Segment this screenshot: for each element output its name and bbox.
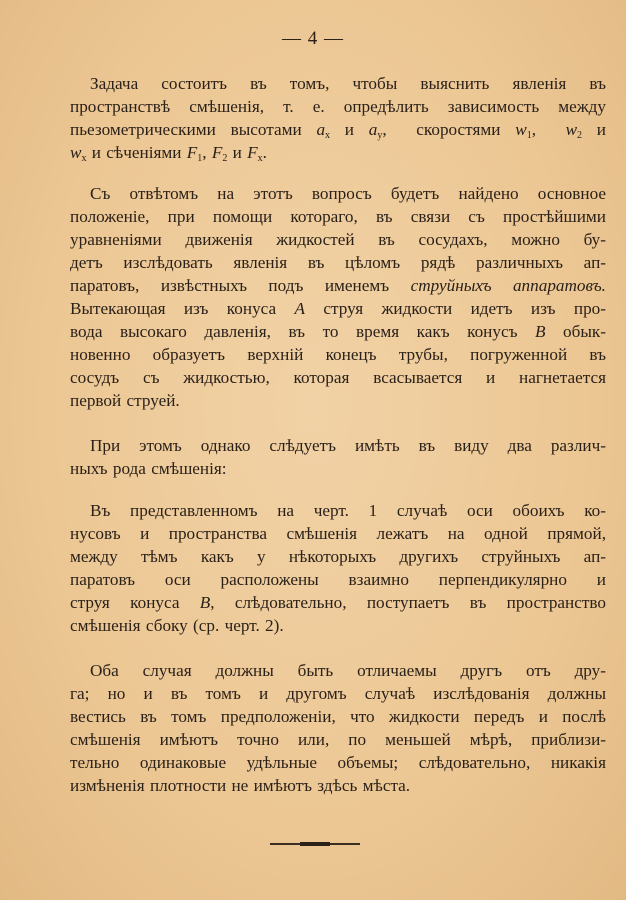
subscript: y	[377, 130, 383, 141]
subscript: 2	[222, 153, 228, 164]
subscript: 2	[577, 130, 583, 141]
text-segment: тельно одинаковые удѣльные объемы; слѣдовательно, никакія	[70, 753, 606, 772]
italic-text: струйныхъ аппаратовъ.	[410, 276, 606, 295]
text-line	[70, 297, 606, 320]
text-segment: сосудъ съ жидкостью, которая всасывается и нагнетается	[70, 368, 606, 387]
subscript: x	[257, 153, 263, 164]
text-segment: вестись въ томъ предположеніи, что жидкости передъ и послѣ	[70, 707, 606, 726]
text-line	[70, 205, 606, 228]
paragraph-2	[70, 182, 606, 412]
text-segment: положеніе, при помощи котораго, въ связи съ простѣйшими	[70, 207, 606, 226]
text-segment: уравненіями движенія жидкостей въ сосудахъ, можно бу-	[70, 230, 606, 249]
text-segment: Въ представленномъ на черт. 1 случаѣ оси обоихъ ко-	[90, 501, 606, 520]
text-line	[70, 728, 606, 751]
text-line	[70, 705, 606, 728]
text-line	[70, 320, 606, 343]
text-segment: вода высокаго давленія, въ то время какъ конусъ	[70, 322, 536, 341]
paragraph-4	[70, 499, 606, 637]
text-line	[70, 389, 606, 412]
italic-text: a	[368, 120, 378, 139]
italic-text: B	[199, 593, 211, 612]
text-segment: первой струей.	[70, 391, 180, 410]
text-line	[70, 457, 606, 480]
text-segment: ,	[531, 120, 566, 139]
text-line	[70, 774, 606, 797]
italic-text: a	[316, 120, 326, 139]
text-segment: При этомъ однако слѣдуетъ имѣть въ виду два различ-	[90, 436, 606, 455]
text-line	[70, 274, 606, 297]
subscript: 1	[197, 153, 203, 164]
text-segment: смѣшенія имѣютъ точно или, по меньшей мѣрѣ, приблизи-	[70, 730, 606, 749]
text-segment: Оба случая должны быть отличаемы другъ отъ дру-	[90, 661, 606, 680]
text-line	[70, 228, 606, 251]
end-ornament-rule	[270, 843, 360, 845]
text-segment: паратовъ оси расположены взаимно перпендикулярно и	[70, 570, 606, 589]
text-segment: и	[582, 120, 607, 139]
subscript: x	[325, 130, 331, 141]
text-segment: ,	[202, 143, 212, 162]
text-line	[70, 182, 606, 205]
text-segment: , слѣдовательно, поступаетъ въ пространство	[210, 593, 606, 612]
italic-text: B	[535, 322, 546, 341]
text-line	[70, 499, 606, 522]
text-segment: струя жидкости идетъ изъ про-	[305, 299, 606, 318]
text-segment: обык-	[545, 322, 606, 341]
text-segment: пьезометрическими высотами	[70, 120, 317, 139]
text-segment: Задача состоитъ въ томъ, чтобы выяснить явленія въ	[90, 74, 606, 93]
italic-text: F	[186, 143, 198, 162]
text-line	[70, 434, 606, 457]
text-segment: новенно образуетъ верхній конецъ трубы, погруженной въ	[70, 345, 606, 364]
text-line	[70, 614, 606, 637]
text-segment: детъ изслѣдовать явленія въ цѣломъ рядѣ различныхъ ап-	[70, 253, 606, 272]
text-segment: Вытекающая изъ конуса	[70, 299, 295, 318]
page-number: — 4 —	[282, 28, 344, 49]
text-line	[70, 545, 606, 568]
text-segment: и	[227, 143, 248, 162]
italic-text: w	[515, 120, 527, 139]
text-segment: между тѣмъ какъ у нѣкоторыхъ другихъ струйныхъ ап-	[70, 547, 606, 566]
text-line	[70, 141, 606, 164]
text-line	[70, 72, 606, 95]
italic-text: F	[247, 143, 258, 162]
subscript: 1	[526, 130, 532, 141]
text-segment: Съ отвѣтомъ на этотъ вопросъ будетъ найдено основное	[90, 184, 606, 203]
text-line	[70, 682, 606, 705]
text-line	[70, 568, 606, 591]
paragraph-3	[70, 434, 606, 480]
text-line	[70, 751, 606, 774]
text-line	[70, 95, 606, 118]
text-segment: га; но и въ томъ и другомъ случаѣ изслѣдованія должны	[70, 684, 606, 703]
text-segment: , скоростями	[382, 120, 516, 139]
text-segment: смѣшенія сбоку (ср. черт. 2).	[70, 616, 284, 635]
italic-text: w	[70, 143, 82, 162]
italic-text: w	[565, 120, 578, 139]
text-segment: паратовъ, извѣстныхъ подъ именемъ	[70, 276, 411, 295]
text-line	[70, 522, 606, 545]
paragraph-1	[70, 72, 606, 164]
text-line	[70, 251, 606, 274]
paragraph-5	[70, 659, 606, 797]
italic-text: A	[294, 299, 306, 318]
subscript: x	[81, 153, 87, 164]
text-segment: пространствѣ смѣшенія, т. е. опредѣлить зависимость между	[70, 97, 606, 116]
text-segment: ныхъ рода смѣшенія:	[70, 459, 227, 478]
text-segment: .	[262, 143, 267, 162]
text-segment: измѣненія плотности не имѣютъ здѣсь мѣста.	[70, 776, 411, 795]
text-line	[70, 118, 606, 141]
text-line	[70, 591, 606, 614]
text-segment: струя конуса	[70, 593, 200, 612]
text-line	[70, 659, 606, 682]
text-segment: и сѣченіями	[86, 143, 187, 162]
text-line	[70, 343, 606, 366]
text-segment: и	[330, 120, 369, 139]
text-line	[70, 366, 606, 389]
text-segment: нусовъ и пространства смѣшенія лежатъ на одной прямой,	[70, 524, 606, 543]
italic-text: F	[211, 143, 223, 162]
